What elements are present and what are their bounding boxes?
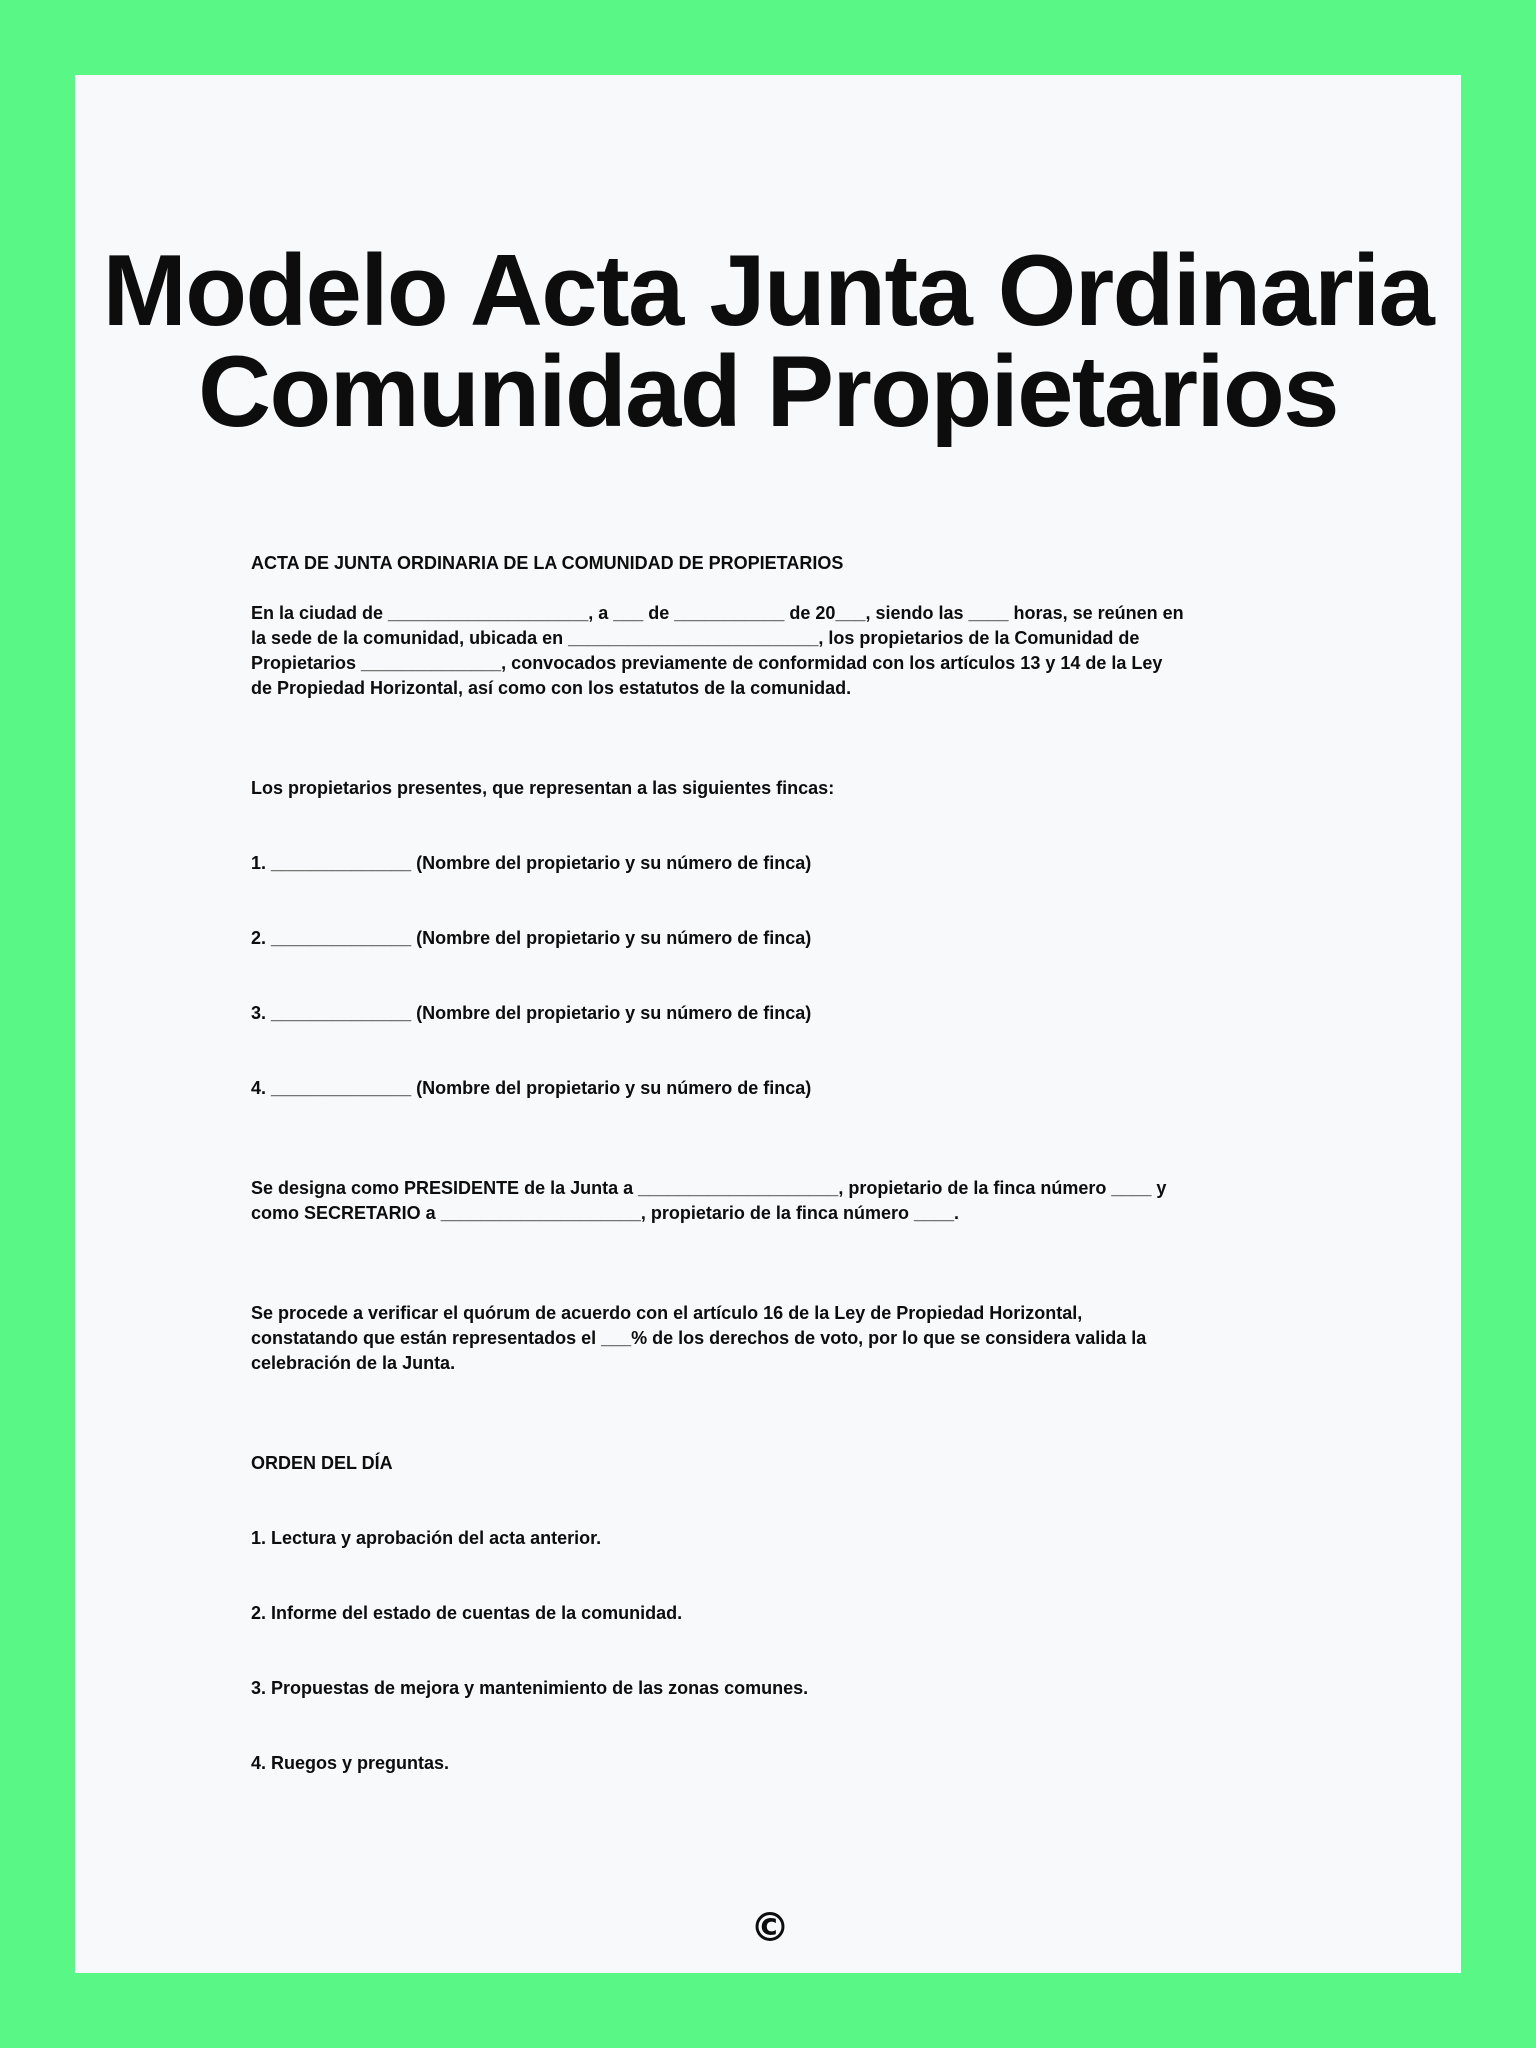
document-heading: ACTA DE JUNTA ORDINARIA DE LA COMUNIDAD DE PROPIETARIOS: [251, 553, 844, 573]
owner-item: 2. ______________ (Nombre del propietario y su número de finca): [251, 928, 812, 948]
document-body: [251, 551, 1291, 1776]
quorum-paragraph: [251, 1301, 1291, 1376]
spacer: [251, 576, 1291, 601]
spacer: [251, 1026, 1291, 1076]
spacer: [251, 1376, 1291, 1451]
title-line-1: Modelo Acta Junta Ordinaria: [102, 235, 1434, 347]
intro-paragraph: [251, 601, 1291, 701]
intro-line: En la ciudad de ____________________, a ___ de ___________ de 20___, siendo las ____ horas, se reúnen en: [251, 603, 1184, 623]
spacer: [251, 1626, 1291, 1676]
copyright-icon: ©: [750, 1905, 790, 1951]
document-page: [75, 75, 1461, 1973]
spacer: [251, 801, 1291, 851]
spacer: [251, 1476, 1291, 1526]
owner-item: 1. ______________ (Nombre del propietario y su número de finca): [251, 853, 812, 873]
agenda-item: 4. Ruegos y preguntas.: [251, 1753, 450, 1773]
intro-line: la sede de la comunidad, ubicada en _________________________, los propietarios de la Comunidad de: [251, 628, 1140, 648]
spacer: [251, 951, 1291, 1001]
owners-intro: Los propietarios presentes, que representan a las siguientes fincas:: [251, 778, 835, 798]
agenda-list: [251, 1526, 1291, 1776]
agenda-heading: ORDEN DEL DÍA: [251, 1453, 393, 1473]
owner-item: 4. ______________ (Nombre del propietario y su número de finca): [251, 1078, 812, 1098]
designation-paragraph: [251, 1176, 1291, 1226]
spacer: [251, 701, 1291, 776]
intro-line: Propietarios ______________, convocados previamente de conformidad con los artículos 13 y 14 de la Ley: [251, 653, 1163, 673]
agenda-item: 2. Informe del estado de cuentas de la comunidad.: [251, 1603, 683, 1623]
quorum-line: constatando que están representados el ___% de los derechos de voto, por lo que se considera valida la: [251, 1328, 1147, 1348]
owner-item: 3. ______________ (Nombre del propietario y su número de finca): [251, 1003, 812, 1023]
quorum-line: celebración de la Junta.: [251, 1353, 456, 1373]
owners-list: [251, 851, 1291, 1101]
designation-line: Se designa como PRESIDENTE de la Junta a ____________________, propietario de la finca número ____ y: [251, 1178, 1167, 1198]
designation-line: como SECRETARIO a ____________________, propietario de la finca número ____.: [251, 1203, 960, 1223]
spacer: [251, 1101, 1291, 1176]
quorum-line: Se procede a verificar el quórum de acuerdo con el artículo 16 de la Ley de Propiedad Horizontal,: [251, 1303, 1083, 1323]
intro-line: de Propiedad Horizontal, así como con los estatutos de la comunidad.: [251, 678, 852, 698]
spacer: [251, 1226, 1291, 1301]
spacer: [251, 1701, 1291, 1751]
agenda-item: 3. Propuestas de mejora y mantenimiento de las zonas comunes.: [251, 1678, 809, 1698]
title-line-2: Comunidad Propietarios: [198, 336, 1338, 448]
spacer: [251, 876, 1291, 926]
page-title: [55, 235, 1481, 448]
agenda-item: 1. Lectura y aprobación del acta anterior.: [251, 1528, 602, 1548]
spacer: [251, 1551, 1291, 1601]
